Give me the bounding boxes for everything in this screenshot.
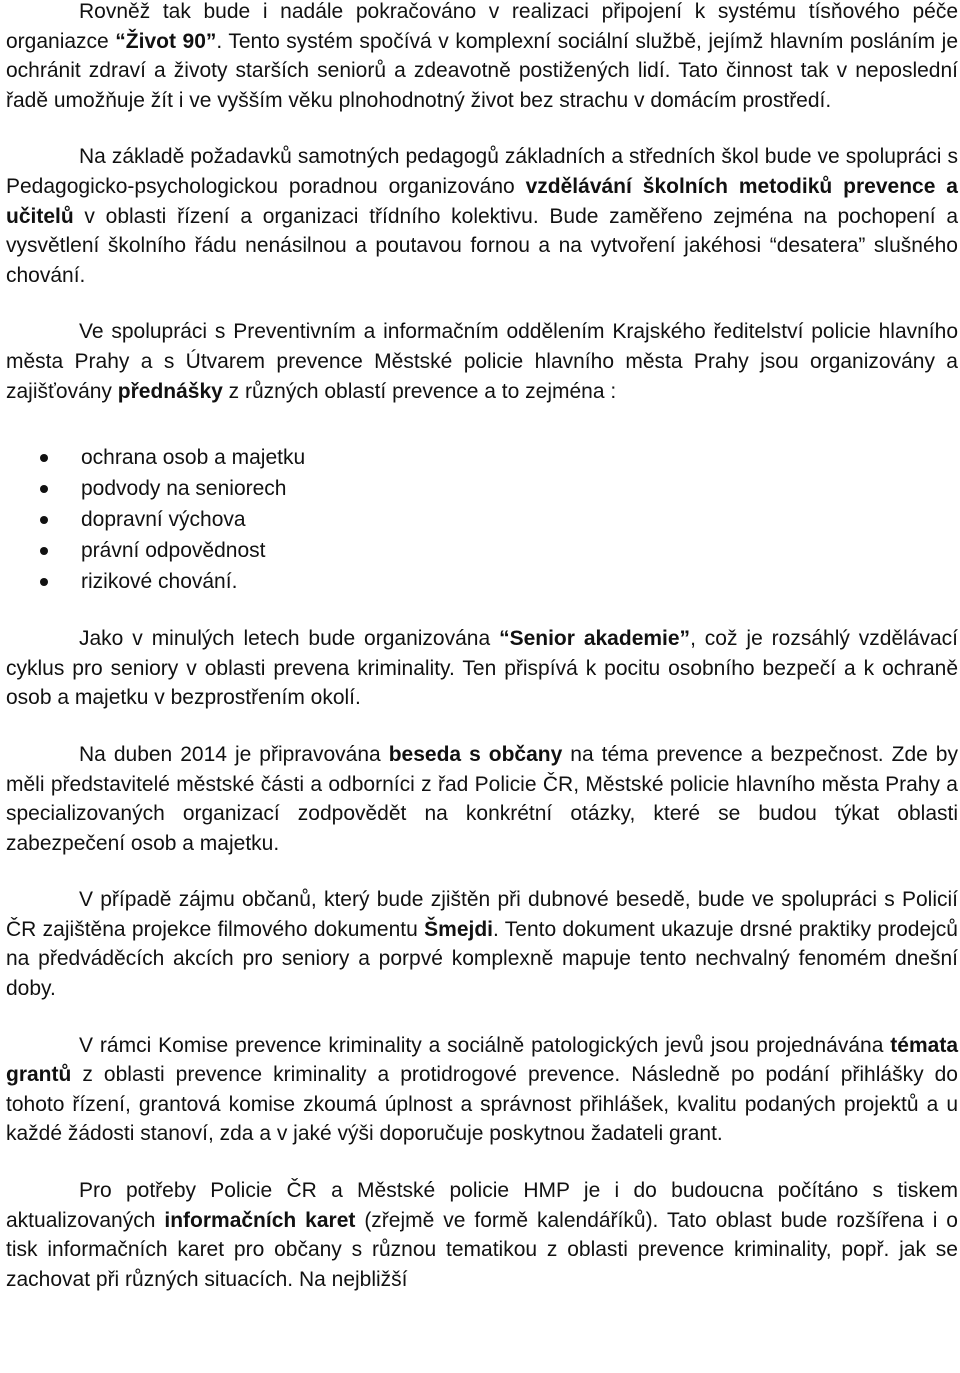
p3-text-c: z různých oblastí prevence a to zejména : [222, 379, 617, 403]
p8-text-a: Pro potřeby Policie ČR a Městské policie HMP je i do budoucna počítáno s tiskem aktualizovaných [6, 1179, 958, 1232]
p2-text-c: v oblasti řízení a organizaci třídního kolektivu. Bude zaměřeno zejména na pochopení a vysvětlení školního řádu nenásilnou a poutavou fornou a na vytvoření jakéhosi “desatera” slušného chování. [6, 204, 958, 287]
list-item [6, 504, 958, 535]
p2-emphasis: vzdělávání školních metodiků prevence a učitelů [6, 174, 958, 228]
p8-emphasis: informačních karet [164, 1208, 356, 1232]
bullet-icon [40, 454, 48, 462]
p7-emphasis: témata grantů [6, 1033, 958, 1087]
paragraph-documentary [6, 885, 958, 1003]
list-item [6, 442, 958, 473]
p6-text-c: . Tento dokument ukazuje drsné praktiky prodejců na předváděcích akcích pro seniory a porpvé komplexně mapuje tento nechvalný fenomém dnešní doby. [6, 917, 958, 1001]
bullet-icon [40, 578, 48, 586]
paragraph-school-methodists [6, 142, 958, 290]
lecture-topics-list [6, 442, 958, 597]
p4-text-c: , což je rozsáhlý vzdělávací cyklus pro seniory v oblasti prevena kriminality. Ten přispívá k pocitu osobního bezpečí a k ochraně osob a majetku v bezprostřením okolí. [6, 627, 958, 710]
paragraph-grants [6, 1031, 958, 1149]
bullet-icon [40, 547, 48, 555]
p7-text-c: z oblasti prevence kriminality a protidrogové prevence. Následně po podání přihlášky do tohoto řízení, grantová komise zkoumá úplnost a správnost přihlášek, kvalitu podaných projektů a u každé žádosti stanoví, zda a v jaké výši doporučuje poskytnou žadateli grant. [6, 1063, 958, 1146]
p5-emphasis: beseda s občany [388, 742, 563, 766]
paragraph-citizen-meeting [6, 740, 958, 858]
p4-text-a: Jako v minulých letech bude organizována [79, 627, 500, 651]
paragraph-info-cards [6, 1176, 958, 1294]
p8-text-c: (zřejmě ve formě kalendáříků). Tato oblast bude rozšířena i o tisk informačních karet pro občany s různou tematikou z oblasti prevence kriminality, popř. jak se zachovat při různých situacích. Na nejbližší [6, 1208, 958, 1291]
p1-org-name: “Život 90” [115, 29, 217, 53]
p1-text-a: Rovněž tak bude i nadále pokračováno v realizaci připojení k systému tísňového péče organiazce [6, 0, 958, 53]
p6-text-a: V případě zájmu občanů, který bude zjištěn při dubnové besedě, bude ve spolupráci s Policií ČR zajištěna projekce filmového dokumentu [6, 888, 958, 941]
p3-text-a: Ve spolupráci s Preventivním a informačním oddělením Krajského ředitelství policie hlavního města Prahy a s Útvarem prevence Městské policie hlavního města Prahy jsou organizovány a zajišťovány [6, 320, 958, 403]
list-item-label: právní odpovědnost [81, 539, 266, 563]
paragraph-life90 [6, 0, 958, 115]
list-item-label: dopravní výchova [81, 508, 246, 532]
p1-text-c: . Tento systém spočívá v komplexní sociální službě, jejímž hlavním posláním je ochránit zdraví a životy starších seniorů a zdeavotně postižených lidí. Tato činnost tak v neposlední řadě umožňuje žít i ve vyšším věku plnohodnotný život bez strachu v domácím prostředí. [6, 29, 959, 112]
p5-text-a: Na duben 2014 je připravována [79, 742, 389, 766]
list-item-label: rizikové chování. [81, 570, 238, 594]
p5-text-c: na téma prevence a bezpečnost. Zde by měli představitelé městské části a odborníci z řad Policie ČR, Městské policie hlavního města Prahy a specializovaných organizací zodpovědět na konkrétní otázky, které se budou týkat oblasti zabezpečení osob a majetku. [6, 742, 958, 855]
list-item [6, 535, 958, 566]
p4-emphasis: “Senior akademie” [499, 627, 691, 651]
p2-text-a: Na základě požadavků samotných pedagogů základních a středních škol bude ve spolupráci s Pedagogicko-psychologickou poradnou organizováno [6, 145, 958, 198]
p3-emphasis: přednášky [117, 379, 223, 403]
p7-text-a: V rámci Komise prevence kriminality a sociálně patologických jevů jsou projednávána [79, 1033, 891, 1057]
paragraph-senior-academy [6, 624, 958, 713]
bullet-icon [40, 485, 48, 493]
list-item-label: ochrana osob a majetku [81, 446, 306, 470]
bullet-icon [40, 516, 48, 524]
paragraph-lectures [6, 317, 958, 406]
list-item-label: podvody na seniorech [81, 477, 287, 501]
list-item [6, 566, 958, 597]
p6-emphasis: Šmejdi [424, 917, 493, 941]
list-item [6, 473, 958, 504]
